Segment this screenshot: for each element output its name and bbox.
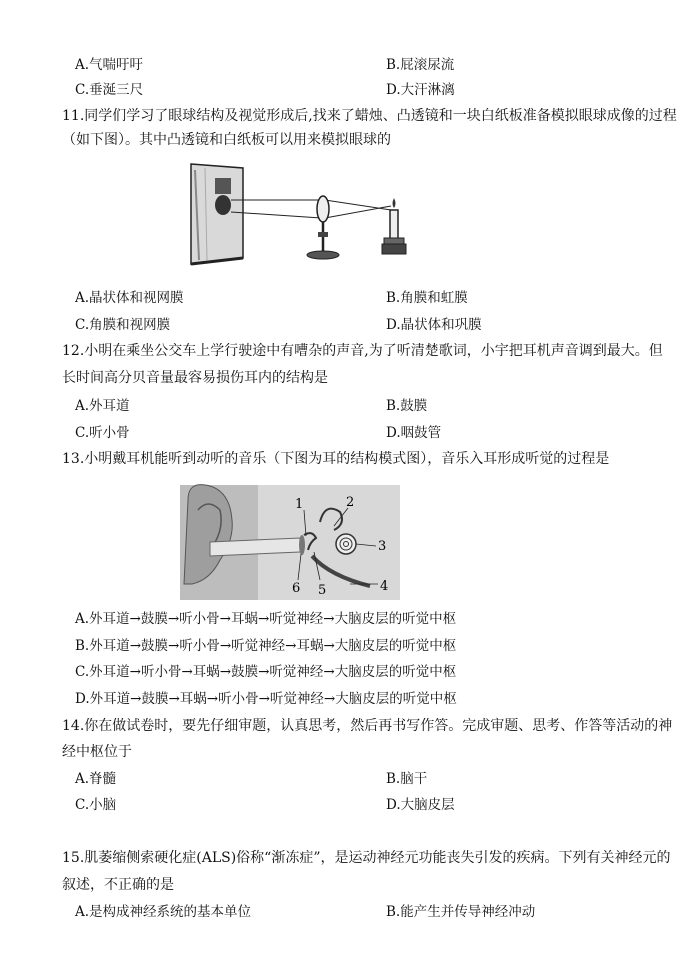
q10-option-a[interactable]: A.气喘吁吁 <box>75 57 144 73</box>
ear-label-3: 3 <box>378 539 387 554</box>
q14-option-c[interactable]: C.小脑 <box>75 797 117 813</box>
q13-option-c[interactable]: C.外耳道→听小骨→耳蜗→鼓膜→听觉神经→大脑皮层的听觉中枢 <box>75 664 457 680</box>
ear-label-2: 2 <box>346 495 355 510</box>
q10-option-c[interactable]: C.垂涎三尺 <box>75 82 144 98</box>
q14-stem-line2: 经中枢位于 <box>62 744 132 760</box>
candle-lens-screen-figure <box>185 160 415 270</box>
ear-label-6: 6 <box>292 581 301 596</box>
q12-stem-line2: 长时间高分贝音量最容易损伤耳内的结构是 <box>62 370 328 386</box>
eardrum-shape <box>299 535 305 555</box>
q15-option-a[interactable]: A.是构成神经系统的基本单位 <box>75 904 252 920</box>
q10-option-b[interactable]: B.屁滚尿流 <box>386 57 455 73</box>
ear-label-5: 5 <box>318 583 327 598</box>
q12-option-d[interactable]: D.咽鼓管 <box>386 425 442 441</box>
q11-option-b[interactable]: B.角膜和虹膜 <box>386 290 468 306</box>
q12-option-a[interactable]: A.外耳道 <box>75 398 130 414</box>
q12-stem-line1: 12.小明在乘坐公交车上学行驶途中有嘈杂的声音,为了听清楚歌词，小宇把耳机声音调到最大。但 <box>62 343 663 359</box>
q11-stem-line2: （如下图）。其中凸透镜和白纸板可以用来模拟眼球的 <box>62 132 391 148</box>
q15-option-b[interactable]: B.能产生并传导神经冲动 <box>386 904 536 920</box>
q14-option-d[interactable]: D.大脑皮层 <box>386 797 455 813</box>
q14-option-b[interactable]: B.脑干 <box>386 771 428 787</box>
q11-option-a[interactable]: A.晶状体和视网膜 <box>75 290 184 306</box>
q14-stem-line1: 14.你在做试卷时，要先仔细审题，认真思考，然后再书写作答。完成审题、思考、作答等活动的神 <box>62 718 673 734</box>
q15-stem-line2: 叙述，不正确的是 <box>62 877 174 893</box>
q11-option-d[interactable]: D.晶状体和巩膜 <box>386 317 482 333</box>
q13-stem-line1: 13.小明戴耳机能听到动听的音乐（下图为耳的结构模式图），音乐入耳形成听觉的过程是 <box>62 451 610 467</box>
q13-option-d[interactable]: D.外耳道→鼓膜→耳蜗→听小骨→听觉神经→大脑皮层的听觉中枢 <box>75 691 457 707</box>
ear-label-1: 1 <box>295 497 304 512</box>
q12-option-b[interactable]: B.鼓膜 <box>386 398 428 414</box>
q10-option-d[interactable]: D.大汗淋漓 <box>386 82 455 98</box>
q15-stem-line1: 15.肌萎缩侧索硬化症(ALS)俗称“渐冻症”，是运动神经元功能丧失引发的疾病。下列有关神经元的 <box>62 850 671 866</box>
candle <box>382 198 406 254</box>
ear-label-4: 4 <box>380 579 389 594</box>
ear-structure-diagram <box>180 480 400 600</box>
q13-option-a[interactable]: A.外耳道→鼓膜→听小骨→耳蜗→听觉神经→大脑皮层的听觉中枢 <box>75 611 457 627</box>
convex-lens <box>307 196 339 259</box>
q11-stem-line1: 11.同学们学习了眼球结构及视觉形成后,找来了蜡烛、凸透镜和一块白纸板准备模拟眼球成像的过程 <box>62 108 677 124</box>
paper-screen <box>191 164 243 264</box>
q13-option-b[interactable]: B.外耳道→鼓膜→听小骨→听觉神经→耳蜗→大脑皮层的听觉中枢 <box>75 638 457 654</box>
q14-option-a[interactable]: A.脊髓 <box>75 771 117 787</box>
q11-option-c[interactable]: C.角膜和视网膜 <box>75 317 171 333</box>
q12-option-c[interactable]: C.听小骨 <box>75 425 130 441</box>
